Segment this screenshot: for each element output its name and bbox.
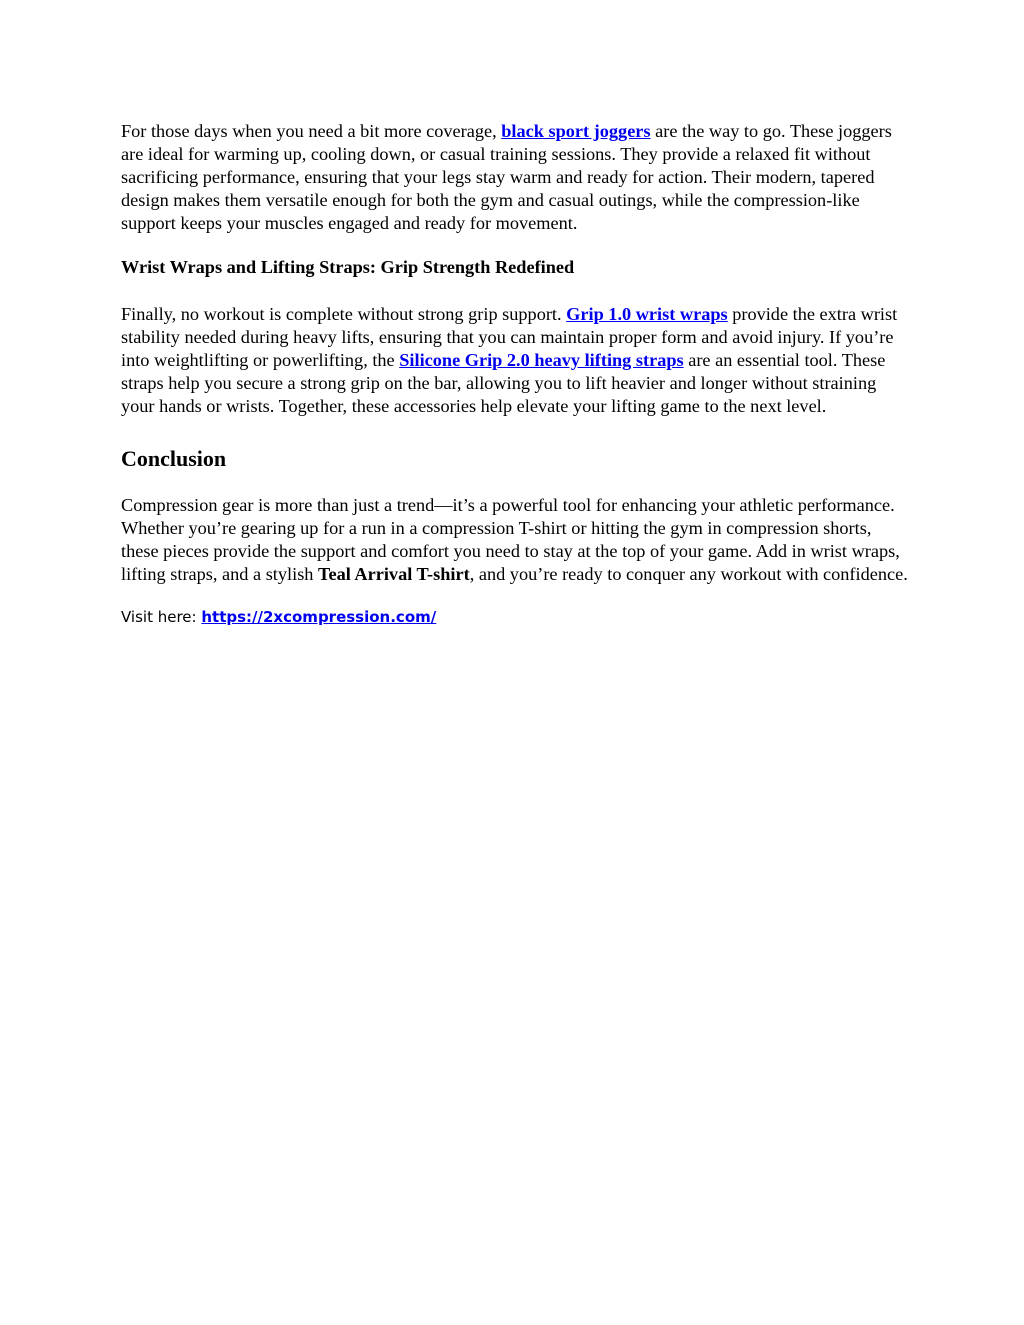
- bold-teal-arrival: Teal Arrival T-shirt: [318, 564, 470, 585]
- document-page: [121, 120, 911, 627]
- paragraph-conclusion: Compression gear is more than just a trend—it’s a powerful tool for enhancing your athletic performance. Whether you’re gearing up for a run in a compression T-shirt or hitting the gym in compression shorts, these pieces provide the support and comfort you need to stay at the top of your game. Add in wrist wraps, lifting straps, and a stylish Teal Arrival T-shirt, and you’re ready to conquer any workout with confidence.: [121, 495, 908, 585]
- visit-label: Visit here:: [121, 608, 202, 627]
- paragraph-joggers: For those days when you need a bit more coverage, black sport joggers are the way to go. These joggers are ideal for warming up, cooling down, or casual training sessions. They provide a relaxed fit without sacrificing performance, ensuring that your legs stay warm and ready for action. Their modern, tapered design makes them versatile enough for both the gym and casual outings, while the compression-like support keeps your muscles engaged and ready for movement.: [121, 121, 892, 234]
- subheading-wrist-wraps: Wrist Wraps and Lifting Straps: Grip Strength Redefined: [121, 257, 575, 278]
- visit-url-link[interactable]: https://2xcompression.com/: [201, 608, 437, 627]
- visit-line: [121, 607, 911, 627]
- link-lifting-straps[interactable]: Silicone Grip 2.0 heavy lifting straps: [399, 349, 684, 370]
- paragraph-wrist-wraps: Finally, no workout is complete without strong grip support. Grip 1.0 wrist wraps provide the extra wrist stability needed during heavy lifts, ensuring that you can maintain proper form and avoid injury. If you’re into weightlifting or powerlifting, the Silicone Grip 2.0 heavy lifting straps are an essential tool. These straps help you secure a strong grip on the bar, allowing you to lift heavier and longer without straining your hands or wrists. Together, these accessories help elevate your lifting game to the next level.: [121, 303, 898, 416]
- heading-conclusion: Conclusion: [121, 446, 227, 472]
- link-black-sport-joggers[interactable]: black sport joggers: [501, 121, 651, 141]
- link-grip-wrist-wraps[interactable]: Grip 1.0 wrist wraps: [566, 303, 728, 324]
